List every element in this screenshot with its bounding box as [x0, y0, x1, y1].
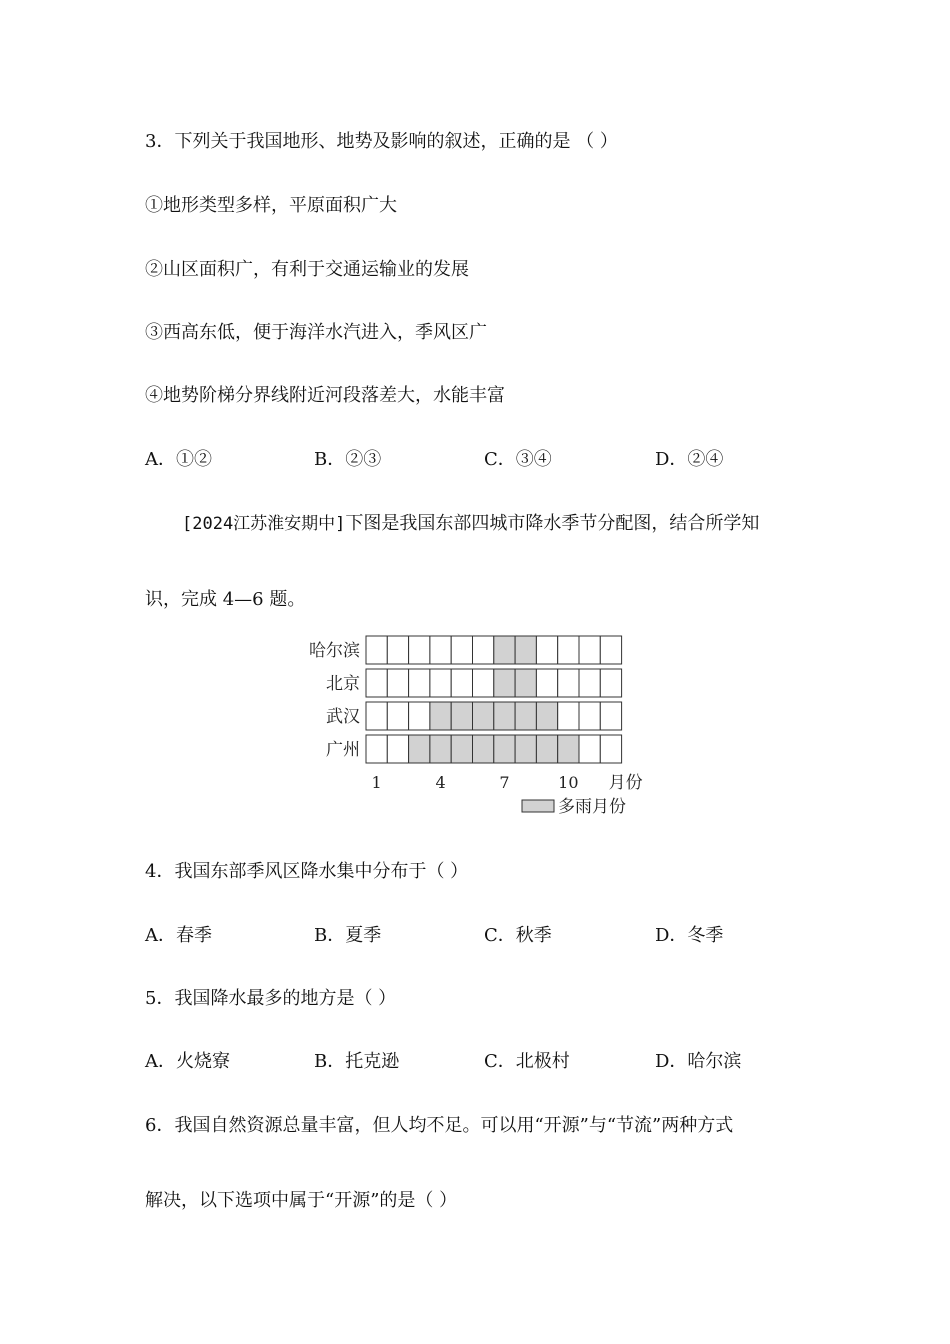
cell-r4-m7 — [494, 735, 515, 763]
cell-r3-m9 — [536, 702, 557, 730]
q6-stem-line-1: 6．我国自然资源总量丰富，但人均不足。可以用“开源”与“节流”两种方式 — [145, 1115, 734, 1136]
cell-r2-m12 — [600, 669, 621, 697]
cell-r2-m10 — [558, 669, 579, 697]
cell-r3-m8 — [515, 702, 536, 730]
cell-r2-m6 — [473, 669, 494, 697]
q3-stem: 3．下列关于我国地形、地势及影响的叙述，正确的是 （ ） — [145, 131, 618, 152]
cell-r2-m9 — [536, 669, 557, 697]
precipitation-chart — [296, 626, 656, 822]
q3-item-1: ①地形类型多样，平原面积广大 — [145, 195, 397, 216]
q3-option-c: C．③④ — [484, 449, 552, 470]
cell-r3-m12 — [600, 702, 621, 730]
cell-r2-m3 — [409, 669, 430, 697]
cell-r3-m7 — [494, 702, 515, 730]
q3-option-b: B．②③ — [314, 449, 382, 470]
cell-r3-m11 — [579, 702, 600, 730]
cell-r1-m2 — [387, 636, 408, 664]
cell-r3-m1 — [366, 702, 387, 730]
cell-r2-m7 — [494, 669, 515, 697]
cell-r4-m5 — [451, 735, 472, 763]
cell-r1-m10 — [558, 636, 579, 664]
cell-r1-m7 — [494, 636, 515, 664]
cell-r4-m9 — [536, 735, 557, 763]
cell-r1-m9 — [536, 636, 557, 664]
cell-r4-m8 — [515, 735, 536, 763]
cell-r4-m2 — [387, 735, 408, 763]
cell-r1-m12 — [600, 636, 621, 664]
cell-r4-m3 — [409, 735, 430, 763]
x-axis-label: 月份 — [608, 773, 643, 793]
q5-option-c: C．北极村 — [484, 1051, 570, 1072]
cell-r3-m10 — [558, 702, 579, 730]
cell-r1-m8 — [515, 636, 536, 664]
cell-r3-m6 — [473, 702, 494, 730]
cell-r2-m2 — [387, 669, 408, 697]
intro-line-1 — [182, 512, 759, 536]
cell-r4-m10 — [558, 735, 579, 763]
source-tag: [2024江苏淮安期中] — [182, 514, 346, 534]
cell-r1-m3 — [409, 636, 430, 664]
cell-r3-m5 — [451, 702, 472, 730]
legend-label: 多雨月份 — [558, 797, 626, 817]
q5-option-a: A．火烧寮 — [145, 1051, 230, 1072]
cell-r1-m5 — [451, 636, 472, 664]
q5-option-b: B．托克逊 — [314, 1051, 400, 1072]
intro-text: 下图是我国东部四城市降水季节分配图，结合所学知 — [345, 513, 760, 534]
cell-r3-m2 — [387, 702, 408, 730]
q4-option-b: B．夏季 — [314, 925, 382, 946]
q4-stem: 4．我国东部季风区降水集中分布于（ ） — [145, 861, 469, 882]
cell-r3-m3 — [409, 702, 430, 730]
x-tick-label-1: 1 — [371, 773, 382, 792]
cell-r1-m1 — [366, 636, 387, 664]
cell-r2-m4 — [430, 669, 451, 697]
cell-r2-m5 — [451, 669, 472, 697]
cell-r2-m8 — [515, 669, 536, 697]
q3-option-d: D．②④ — [655, 449, 724, 470]
x-tick-label-4: 10 — [558, 773, 579, 792]
row-label-1: 哈尔滨 — [309, 641, 360, 661]
cell-r4-m1 — [366, 735, 387, 763]
cell-r4-m12 — [600, 735, 621, 763]
q5-option-d: D．哈尔滨 — [655, 1051, 742, 1072]
q5-stem: 5．我国降水最多的地方是（ ） — [145, 988, 397, 1009]
q4-option-d: D．冬季 — [655, 925, 724, 946]
legend-swatch — [522, 800, 554, 812]
cell-r2-m11 — [579, 669, 600, 697]
row-label-2: 北京 — [326, 674, 360, 694]
q3-item-3: ③西高东低，便于海洋水汽进入，季风区广 — [145, 322, 487, 343]
cell-r4-m6 — [473, 735, 494, 763]
q3-option-a: A．①② — [145, 449, 212, 470]
cell-r2-m1 — [366, 669, 387, 697]
q3-item-2: ②山区面积广，有利于交通运输业的发展 — [145, 259, 469, 280]
x-tick-label-2: 4 — [435, 773, 446, 792]
q4-option-c: C．秋季 — [484, 925, 552, 946]
cell-r1-m11 — [579, 636, 600, 664]
row-label-4: 广州 — [326, 740, 360, 760]
row-label-3: 武汉 — [326, 707, 360, 727]
q4-option-a: A．春季 — [145, 925, 212, 946]
q3-item-4: ④地势阶梯分界线附近河段落差大，水能丰富 — [145, 385, 505, 406]
cell-r3-m4 — [430, 702, 451, 730]
x-tick-label-3: 7 — [499, 773, 510, 792]
intro-line-2: 识，完成 4—6 题。 — [145, 589, 306, 610]
q6-stem-line-2: 解决，以下选项中属于“开源”的是（ ） — [145, 1190, 458, 1211]
cell-r1-m4 — [430, 636, 451, 664]
cell-r4-m11 — [579, 735, 600, 763]
cell-r4-m4 — [430, 735, 451, 763]
cell-r1-m6 — [473, 636, 494, 664]
